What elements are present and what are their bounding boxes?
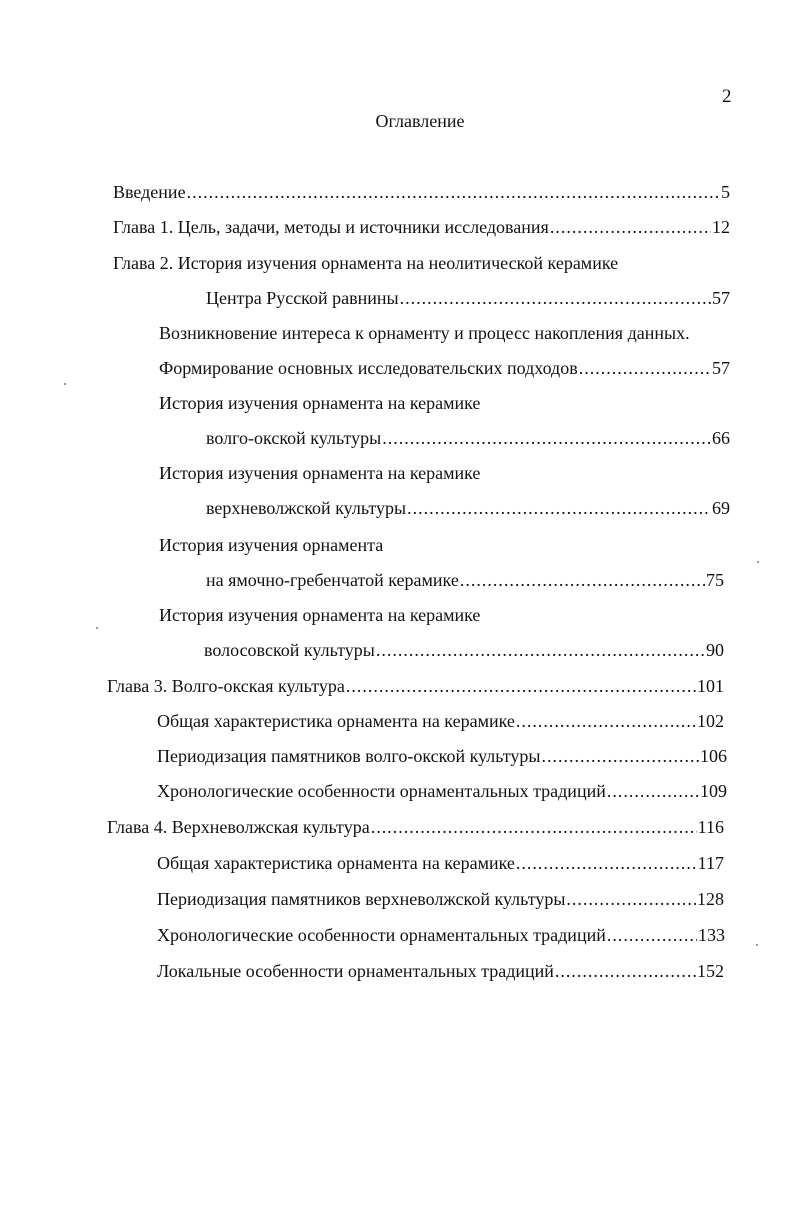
toc-entry-chapter-2-line2 xyxy=(206,286,730,310)
toc-entry-section-2-5-line2 xyxy=(204,638,724,662)
toc-entry-section-3-1 xyxy=(157,709,724,733)
toc-entry-section-2-1-line2 xyxy=(159,356,730,380)
toc-leader-dots xyxy=(516,851,697,875)
toc-entry-page: 128 xyxy=(697,889,724,909)
toc-leader-dots xyxy=(516,709,696,733)
toc-entry-text: Введение xyxy=(113,182,186,202)
toc-leader-dots xyxy=(607,923,697,947)
toc-entry-text: Формирование основных исследовательских подходов xyxy=(159,358,578,378)
scan-speck xyxy=(756,944,758,946)
toc-entry-page: 102 xyxy=(697,711,724,731)
toc-leader-dots xyxy=(607,779,699,803)
toc-entry-text: Периодизация памятников верхневолжской культуры xyxy=(157,889,566,909)
toc-entry-page: 66 xyxy=(712,428,730,448)
toc-leader-dots xyxy=(542,744,699,768)
toc-leader-dots xyxy=(376,638,705,662)
toc-entry-text: Локальные особенности орнаментальных традиций xyxy=(157,961,554,981)
toc-leader-dots xyxy=(382,426,711,450)
scan-speck xyxy=(757,561,759,563)
toc-entry-section-2-3-line1: История изучения орнамента на керамике xyxy=(159,463,481,483)
toc-entry-text: Общая характеристика орнамента на керамике xyxy=(157,711,515,731)
toc-entry-page: 152 xyxy=(697,961,724,981)
toc-entry-page: 75 xyxy=(706,570,724,590)
toc-entry-section-4-2 xyxy=(157,887,724,911)
toc-entry-intro xyxy=(113,180,730,204)
toc-entry-chapter-2-line1: Глава 2. История изучения орнамента на неолитической керамике xyxy=(113,253,619,273)
toc-entry-page: 69 xyxy=(712,498,730,518)
toc-entry-chapter-4 xyxy=(107,815,724,839)
toc-entry-text: Глава 1. Цель, задачи, методы и источники исследования xyxy=(113,217,549,237)
toc-entry-chapter-3 xyxy=(107,674,724,698)
toc-leader-dots xyxy=(400,286,711,310)
page-number: 2 xyxy=(722,86,732,107)
toc-leader-dots xyxy=(566,887,696,911)
toc-entry-text: волосовской культуры xyxy=(204,640,375,660)
toc-leader-dots xyxy=(371,815,697,839)
toc-entry-text: Центра Русской равнины xyxy=(206,288,399,308)
toc-entry-page: 5 xyxy=(721,182,730,202)
toc-leader-dots xyxy=(346,674,696,698)
toc-entry-section-3-2 xyxy=(157,744,727,768)
toc-leader-dots xyxy=(555,959,696,983)
toc-entry-page: 57 xyxy=(712,288,730,308)
toc-leader-dots xyxy=(460,568,705,592)
toc-entry-text: Хронологические особенности орнаментальных традиций xyxy=(157,925,606,945)
toc-entry-text: на ямочно-гребенчатой керамике xyxy=(206,570,459,590)
scan-speck xyxy=(96,627,98,629)
toc-entry-page: 117 xyxy=(697,853,724,873)
toc-entry-page: 12 xyxy=(712,217,730,237)
toc-entry-page: 109 xyxy=(700,781,727,801)
toc-entry-page: 106 xyxy=(700,746,727,766)
toc-entry-section-2-5-line1: История изучения орнамента на керамике xyxy=(159,605,481,625)
toc-entry-chapter-1 xyxy=(113,215,730,239)
toc-entry-page: 101 xyxy=(697,676,724,696)
toc-entry-page: 57 xyxy=(712,358,730,378)
toc-entry-text: волго-окской культуры xyxy=(206,428,382,448)
scan-speck xyxy=(64,383,66,385)
toc-entry-section-3-3 xyxy=(157,779,727,803)
toc-entry-section-2-4-line2 xyxy=(206,568,724,592)
toc-entry-section-2-4-line1: История изучения орнамента xyxy=(159,535,384,555)
toc-entry-text: верхневолжской культуры xyxy=(206,498,407,518)
toc-entry-text: Глава 4. Верхневолжская культура xyxy=(107,817,370,837)
toc-entry-section-4-4 xyxy=(157,959,724,983)
toc-leader-dots xyxy=(407,496,711,520)
toc-entry-text: Периодизация памятников волго-окской культуры xyxy=(157,746,541,766)
toc-entry-page: 90 xyxy=(706,640,724,660)
toc-entry-section-2-3-line2 xyxy=(206,496,730,520)
toc-entry-text: Глава 3. Волго-окская культура xyxy=(107,676,345,696)
toc-entry-section-2-1-line1: Возникновение интереса к орнаменту и процесс накопления данных. xyxy=(159,323,690,343)
toc-entry-section-2-2-line2 xyxy=(206,426,730,450)
toc-leader-dots xyxy=(187,180,720,204)
toc-leader-dots xyxy=(579,356,711,380)
toc-entry-text: Хронологические особенности орнаментальных традиций xyxy=(157,781,606,801)
toc-entry-section-2-2-line1: История изучения орнамента на керамике xyxy=(159,393,481,413)
toc-leader-dots xyxy=(550,215,711,239)
toc-entry-page: 116 xyxy=(697,817,724,837)
toc-entry-section-4-1 xyxy=(157,851,724,875)
toc-entry-text: Общая характеристика орнамента на керамике xyxy=(157,853,515,873)
toc-entry-section-4-3 xyxy=(157,923,725,947)
toc-entry-page: 133 xyxy=(698,925,725,945)
toc-title: Оглавление xyxy=(375,111,465,131)
